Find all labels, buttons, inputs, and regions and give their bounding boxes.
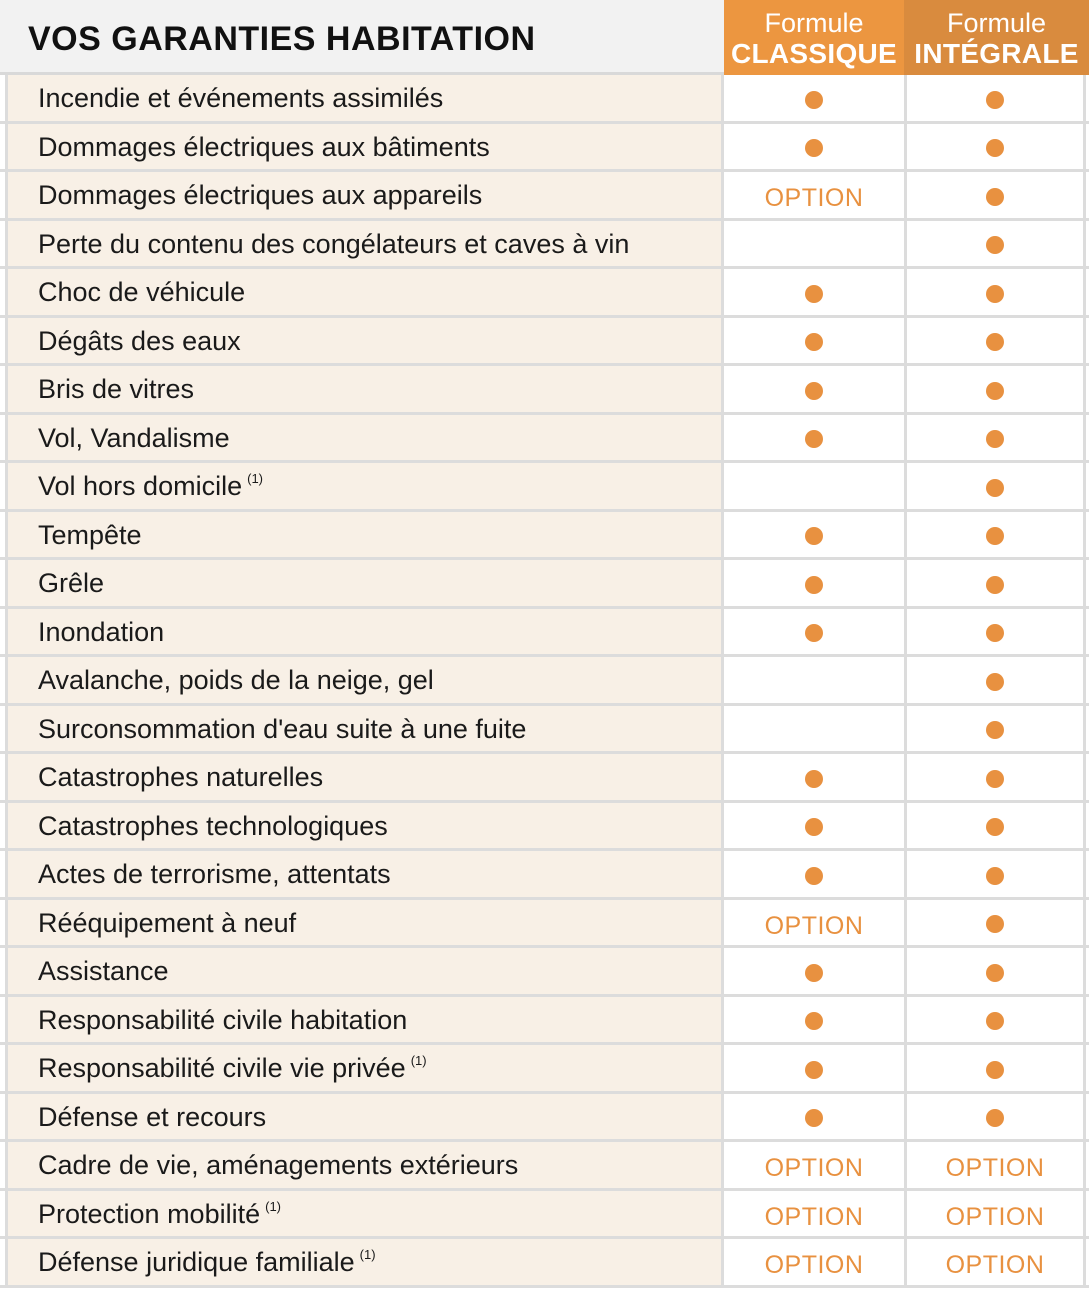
row-label-text: Responsabilité civile vie privée [38, 1053, 406, 1083]
row-label-cell [5, 997, 724, 1043]
option-label: OPTION [764, 1154, 864, 1182]
row-label [38, 374, 194, 405]
row-label-cell [5, 851, 724, 897]
included-dot-icon [805, 333, 823, 351]
column-header-integrale [904, 0, 1089, 75]
row-label-text: Dommages électriques aux bâtiments [38, 131, 490, 162]
row-label-cell [5, 900, 724, 946]
cell-classique [721, 997, 904, 1043]
included-dot-icon [805, 527, 823, 545]
row-label-text: Catastrophes technologiques [38, 810, 388, 841]
included-dot-icon [986, 1109, 1004, 1127]
row-label-text: Avalanche, poids de la neige, gel [38, 665, 434, 695]
row-label-text: Cadre de vie, aménagements extérieurs [38, 1150, 519, 1180]
included-dot-icon [805, 964, 823, 982]
row-label-cell [5, 512, 724, 558]
cell-integrale [904, 1094, 1086, 1140]
footnote-marker: (1) [410, 1053, 427, 1068]
column-header-line1: Formule [946, 8, 1047, 38]
cell-classique [721, 948, 904, 994]
cell-classique [721, 415, 904, 461]
included-dot-icon [986, 479, 1004, 497]
included-dot-icon [986, 236, 1004, 254]
included-dot-icon [805, 770, 823, 788]
included-dot-icon [986, 430, 1004, 448]
cell-classique [721, 172, 904, 218]
cell-classique [721, 803, 904, 849]
table-row [0, 1094, 1089, 1143]
row-label-text: Dommages électriques aux appareils [38, 180, 483, 210]
row-label-text: Assistance [38, 956, 169, 986]
row-label [38, 326, 241, 357]
cell-integrale [904, 560, 1086, 606]
row-label-text: Vol, Vandalisme [38, 422, 230, 453]
cell-classique [721, 366, 904, 412]
table-row [0, 1191, 1089, 1240]
row-label-cell [5, 318, 724, 364]
row-label [38, 229, 629, 260]
included-dot-icon [805, 1012, 823, 1030]
cell-classique [721, 1094, 904, 1140]
row-label [38, 1150, 518, 1181]
included-dot-icon [986, 576, 1004, 594]
row-label-cell [5, 415, 724, 461]
guarantees-table-body [0, 75, 1089, 1288]
table-row [0, 1239, 1089, 1288]
table-row [0, 366, 1089, 415]
cell-integrale [904, 1239, 1086, 1285]
cell-classique [721, 1239, 904, 1285]
row-label-cell [5, 948, 724, 994]
row-label-text: Perte du contenu des congélateurs et caves à vin [38, 228, 630, 259]
row-label-cell [5, 1094, 724, 1140]
included-dot-icon [805, 91, 823, 109]
table-row [0, 754, 1089, 803]
table-row [0, 415, 1089, 464]
footnote-marker: (1) [247, 471, 263, 486]
column-header-classique [724, 0, 904, 75]
cell-integrale [904, 948, 1086, 994]
table-row [0, 1045, 1089, 1094]
row-label [38, 1053, 427, 1084]
cell-integrale [904, 512, 1086, 558]
cell-classique [721, 1142, 904, 1188]
row-label [38, 956, 169, 987]
table-row [0, 75, 1089, 124]
row-label [38, 277, 245, 308]
option-label: OPTION [764, 1202, 864, 1231]
option-label: OPTION [945, 1154, 1045, 1182]
row-label [38, 665, 434, 696]
row-label-text: Défense juridique familiale [38, 1247, 355, 1277]
cell-classique [721, 75, 904, 121]
cell-integrale [904, 75, 1086, 121]
cell-integrale [904, 997, 1086, 1043]
included-dot-icon [805, 430, 823, 448]
table-row [0, 997, 1089, 1046]
row-label [38, 180, 482, 211]
table-row [0, 657, 1089, 706]
row-label-text: Grêle [38, 568, 105, 598]
included-dot-icon [986, 867, 1004, 885]
included-dot-icon [986, 188, 1004, 206]
included-dot-icon [805, 867, 823, 885]
row-label-text: Choc de véhicule [38, 277, 246, 307]
column-header-line2: INTÉGRALE [914, 38, 1079, 69]
cell-classique [721, 900, 904, 946]
row-label-cell [5, 75, 724, 121]
cell-integrale [904, 124, 1086, 170]
option-label: OPTION [764, 1251, 864, 1279]
row-label-text: Surconsommation d'eau suite à une fuite [38, 713, 527, 744]
cell-classique [721, 609, 904, 655]
row-label-cell [5, 706, 724, 752]
table-row [0, 609, 1089, 658]
row-label [38, 83, 443, 114]
cell-classique [721, 124, 904, 170]
included-dot-icon [986, 139, 1004, 157]
row-label-cell [5, 754, 724, 800]
included-dot-icon [986, 91, 1004, 109]
row-label [38, 859, 391, 890]
row-label [38, 1005, 407, 1036]
row-label-cell [5, 366, 724, 412]
row-label [38, 811, 388, 842]
included-dot-icon [805, 285, 823, 303]
column-header-line2: CLASSIQUE [730, 38, 898, 69]
cell-classique [721, 512, 904, 558]
row-label [38, 132, 490, 163]
row-label [38, 1102, 266, 1133]
row-label-text: Vol hors domicile [38, 471, 243, 501]
cell-integrale [904, 172, 1086, 218]
cell-integrale [904, 609, 1086, 655]
table-row [0, 512, 1089, 561]
row-label-text: Bris de vitres [38, 374, 195, 404]
included-dot-icon [986, 818, 1004, 836]
option-label: OPTION [945, 1202, 1045, 1231]
included-dot-icon [986, 964, 1004, 982]
cell-integrale [904, 1142, 1086, 1188]
row-label [38, 1247, 376, 1278]
title-cell [0, 0, 724, 75]
cell-integrale [904, 269, 1086, 315]
included-dot-icon [805, 1109, 823, 1127]
option-label: OPTION [945, 1251, 1045, 1279]
row-label [38, 1199, 281, 1230]
cell-classique [721, 754, 904, 800]
cell-integrale [904, 803, 1086, 849]
cell-integrale [904, 706, 1086, 752]
cell-classique [721, 1191, 904, 1237]
cell-integrale [904, 366, 1086, 412]
cell-integrale [904, 900, 1086, 946]
page-title: VOS GARANTIES HABITATION [28, 20, 536, 58]
row-label [38, 762, 323, 793]
table-row [0, 318, 1089, 367]
row-label-cell [5, 1239, 724, 1285]
row-label-cell [5, 124, 724, 170]
row-label-cell [5, 172, 724, 218]
row-label-cell [5, 1191, 724, 1237]
row-label [38, 908, 296, 939]
row-label-text: Actes de terrorisme, attentats [38, 859, 391, 889]
cell-classique [721, 657, 904, 703]
cell-integrale [904, 318, 1086, 364]
row-label [38, 568, 104, 599]
row-label [38, 714, 526, 745]
cell-integrale [904, 463, 1086, 509]
included-dot-icon [805, 139, 823, 157]
included-dot-icon [986, 673, 1004, 691]
cell-classique [721, 463, 904, 509]
table-row [0, 803, 1089, 852]
table-row [0, 900, 1089, 949]
table-row [0, 1142, 1089, 1191]
included-dot-icon [805, 576, 823, 594]
option-label: OPTION [764, 184, 864, 212]
cell-classique [721, 706, 904, 752]
row-label-cell [5, 560, 724, 606]
row-label-cell [5, 1142, 724, 1188]
cell-classique [721, 851, 904, 897]
row-label-cell [5, 657, 724, 703]
row-label-text: Protection mobilité [38, 1198, 261, 1229]
cell-integrale [904, 657, 1086, 703]
included-dot-icon [986, 285, 1004, 303]
table-row [0, 948, 1089, 997]
row-label-text: Catastrophes naturelles [38, 762, 324, 792]
included-dot-icon [986, 333, 1004, 351]
table-row [0, 124, 1089, 173]
row-label-text: Rééquipement à neuf [38, 907, 297, 938]
row-label-text: Responsabilité civile habitation [38, 1004, 408, 1035]
row-label [38, 520, 142, 551]
row-label-cell [5, 803, 724, 849]
included-dot-icon [986, 527, 1004, 545]
footnote-marker: (1) [359, 1247, 376, 1262]
row-label [38, 617, 164, 648]
included-dot-icon [986, 721, 1004, 739]
cell-integrale [904, 221, 1086, 267]
table-row [0, 221, 1089, 270]
cell-classique [721, 1045, 904, 1091]
table-row [0, 851, 1089, 900]
cell-integrale [904, 754, 1086, 800]
row-label-cell [5, 609, 724, 655]
row-label-text: Tempête [38, 519, 142, 550]
included-dot-icon [986, 770, 1004, 788]
included-dot-icon [805, 818, 823, 836]
row-label-text: Dégâts des eaux [38, 325, 241, 356]
row-label-cell [5, 221, 724, 267]
column-header-line1: Formule [764, 8, 864, 38]
table-row [0, 269, 1089, 318]
row-label-text: Défense et recours [38, 1101, 267, 1132]
included-dot-icon [805, 624, 823, 642]
row-label-text: Inondation [38, 616, 165, 647]
row-label-cell [5, 1045, 724, 1091]
included-dot-icon [805, 382, 823, 400]
table-row [0, 463, 1089, 512]
table-header [0, 0, 1089, 75]
row-label-text: Incendie et événements assimilés [38, 83, 444, 113]
cell-classique [721, 269, 904, 315]
cell-integrale [904, 1191, 1086, 1237]
included-dot-icon [805, 1061, 823, 1079]
cell-integrale [904, 1045, 1086, 1091]
included-dot-icon [986, 1012, 1004, 1030]
row-label [38, 423, 230, 454]
included-dot-icon [986, 1061, 1004, 1079]
row-label-cell [5, 463, 724, 509]
row-label [38, 471, 263, 502]
cell-integrale [904, 851, 1086, 897]
included-dot-icon [986, 624, 1004, 642]
cell-classique [721, 560, 904, 606]
table-row [0, 560, 1089, 609]
table-row [0, 706, 1089, 755]
cell-integrale [904, 415, 1086, 461]
included-dot-icon [986, 382, 1004, 400]
option-label: OPTION [764, 911, 864, 940]
cell-classique [721, 221, 904, 267]
footnote-marker: (1) [265, 1198, 281, 1214]
included-dot-icon [986, 915, 1004, 933]
cell-classique [721, 318, 904, 364]
table-row [0, 172, 1089, 221]
row-label-cell [5, 269, 724, 315]
